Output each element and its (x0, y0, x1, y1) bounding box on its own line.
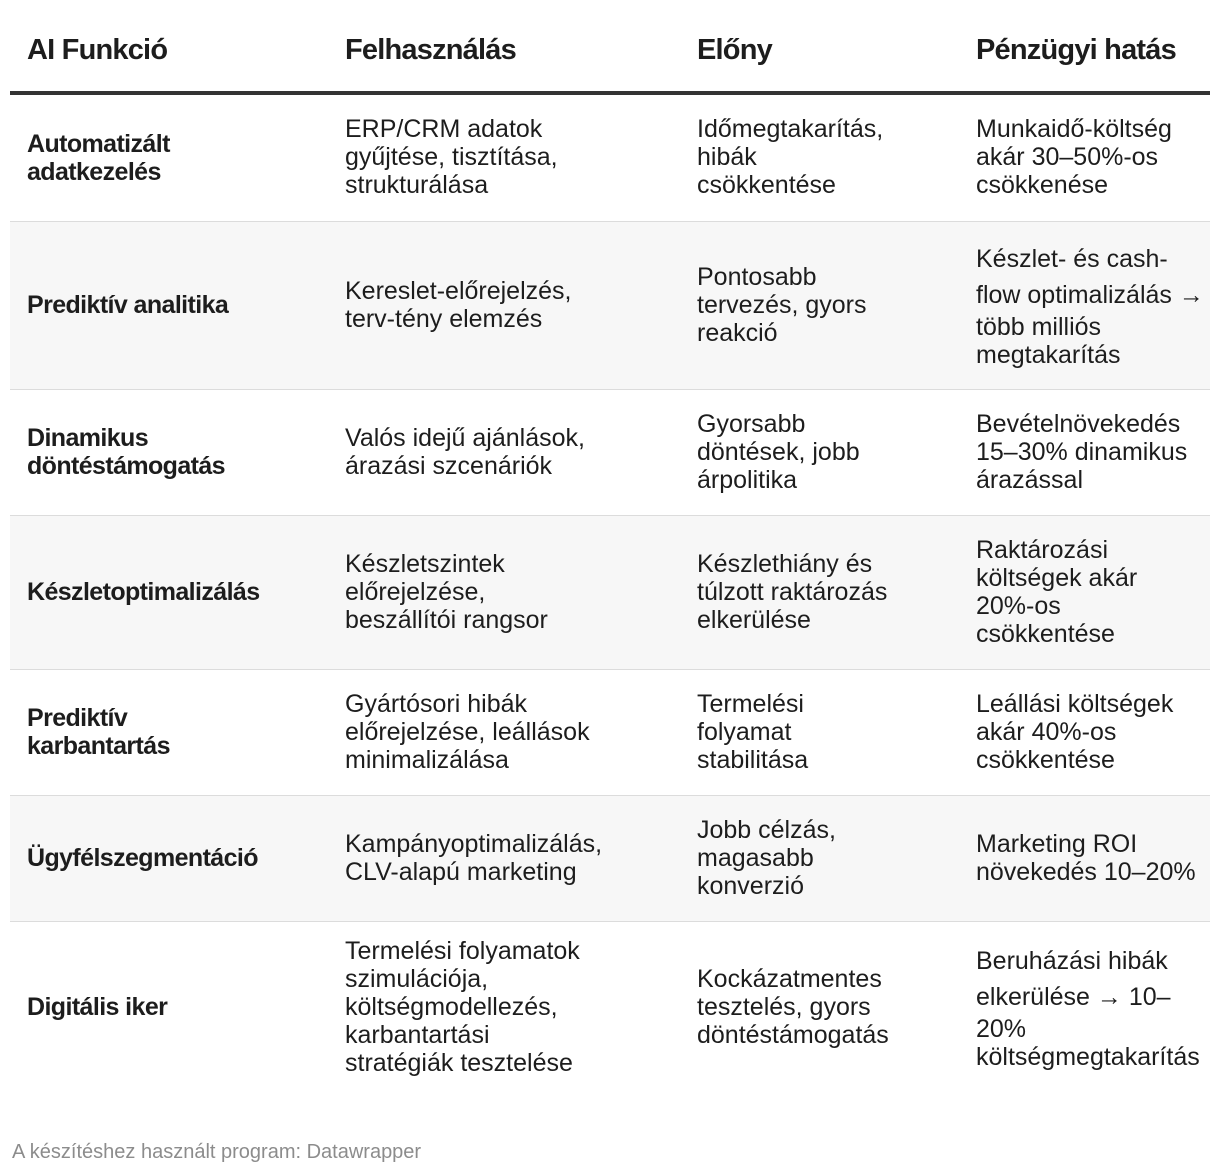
table-row (10, 93, 1210, 221)
table-body (10, 93, 1210, 1093)
cell-benefit: Kockázatmentes tesztelés, gyors döntéstámogatás (697, 965, 889, 1050)
cell-usage: ERP/CRM adatok gyűjtése, tisztítása, strukturálása (328, 93, 680, 221)
table-header (10, 0, 1210, 93)
cell-benefit: Jobb célzás, magasabb konverzió (680, 795, 959, 921)
cell-impact: Marketing ROI növekedés 10–20% (959, 795, 1210, 921)
cell-function: Ügyfélszegmentáció (10, 795, 328, 921)
table-row (10, 921, 1210, 1093)
cell-function: Prediktív analitika (10, 221, 328, 389)
cell-impact: Leállási költségek akár 40%-os csökkentése (959, 669, 1210, 795)
header-usage: Felhasználás (328, 0, 680, 93)
cell-function: Automatizált adatkezelés (10, 93, 328, 221)
cell-impact: Raktározási költségek akár 20%-os csökkentése (959, 515, 1210, 669)
table-row (10, 795, 1210, 921)
cell-usage: Gyártósori hibák előrejelzése, leállások minimalizálása (328, 669, 680, 795)
source-footer: A készítéshez használt program: Datawrapper (12, 1141, 422, 1163)
cell-usage: Termelési folyamatok szimulációja, költségmodellezés, karbantartási stratégiák tesztelése (345, 937, 580, 1078)
cell-usage: Készletszintek előrejelzése, beszállítói rangsor (328, 515, 680, 669)
cell-impact: Készlet- és cash- flow optimalizálás → több milliós megtakarítás (959, 221, 1210, 389)
cell-benefit: Termelési folyamat stabilitása (680, 669, 959, 795)
cell-impact: Munkaidő-költség akár 30–50%-os csökkenése (959, 93, 1210, 221)
cell-usage: Kampányoptimalizálás, CLV-alapú marketing (328, 795, 680, 921)
cell-benefit: Pontosabb tervezés, gyors reakció (680, 221, 959, 389)
table-row (10, 669, 1210, 795)
cell-impact: Beruházási hibák elkerülése → 10– 20% költségmegtakarítás (976, 947, 1200, 1072)
data-table-container (10, 0, 1210, 1093)
cell-usage: Kereslet-előrejelzés, terv-tény elemzés (328, 221, 680, 389)
cell-usage: Valós idejű ajánlások, árazási szcenáriók (328, 389, 680, 515)
header-ai-function: AI Funkció (10, 0, 328, 93)
header-row (10, 0, 1210, 93)
cell-function: Digitális iker (27, 993, 168, 1022)
cell-benefit: Készlethiány és túlzott raktározás elkerülése (680, 515, 959, 669)
cell-function: Dinamikus döntéstámogatás (10, 389, 328, 515)
header-benefit: Előny (680, 0, 959, 93)
table-row (10, 515, 1210, 669)
table-row (10, 221, 1210, 389)
ai-functions-table (10, 0, 1210, 1093)
cell-function: Prediktív karbantartás (10, 669, 328, 795)
table-row (10, 389, 1210, 515)
cell-function: Készletoptimalizálás (10, 515, 328, 669)
cell-benefit: Gyorsabb döntések, jobb árpolitika (680, 389, 959, 515)
header-financial-impact: Pénzügyi hatás (959, 0, 1210, 93)
cell-benefit: Időmegtakarítás, hibák csökkentése (680, 93, 959, 221)
cell-impact: Bevételnövekedés 15–30% dinamikus árazással (959, 389, 1210, 515)
